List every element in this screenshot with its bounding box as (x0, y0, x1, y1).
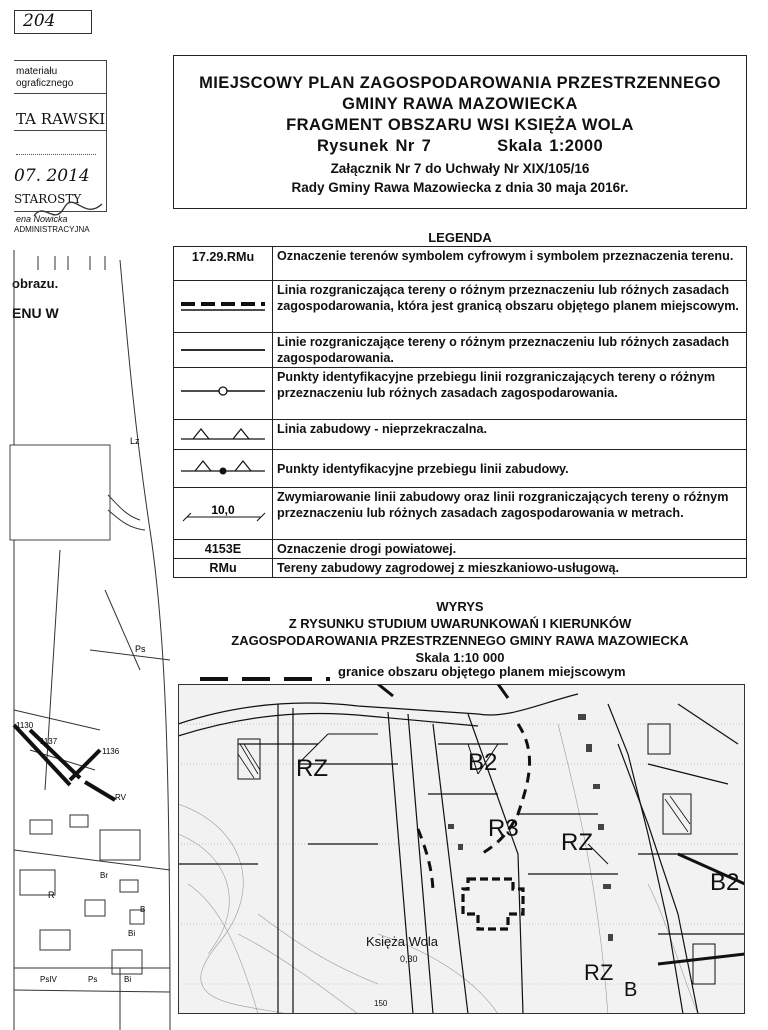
left-label-ps1: Ps (135, 644, 146, 654)
legend-text: Linia zabudowy - nieprzekraczalna. (273, 420, 747, 450)
left-text-2: ENU W (12, 305, 59, 321)
legend-row (174, 333, 747, 368)
map-label-0-30: 0,30 (400, 954, 418, 964)
legend-symbol-rmu: RMu (174, 559, 273, 578)
wyrys-header (173, 598, 747, 666)
stamp-number-box (14, 10, 92, 34)
left-text-1: obrazu. (12, 276, 59, 291)
left-label-br: Br (100, 871, 108, 880)
legend-title: LEGENDA (428, 230, 492, 245)
study-map-extract (178, 684, 745, 1014)
legend-text: Oznaczenie terenów symbolem cyfrowym i symbolem przeznaczenia terenu. (273, 247, 747, 281)
legend-row (174, 540, 747, 559)
left-label-bi: Bi (128, 929, 136, 938)
map-label-village: Księża Wola (366, 934, 439, 949)
legend-symbol-label: 17.29.RMu (174, 247, 273, 281)
stamp-line2: ograficznego (16, 78, 74, 89)
legend-row (174, 420, 747, 450)
plan-title-line2: GMINY RAWA MAZOWIECKA (342, 95, 578, 113)
stamp-name: TA RAWSKI (16, 110, 106, 128)
map-label-b-small: B (624, 979, 638, 1001)
legend-symbol-dimension (174, 488, 273, 540)
legend-dimension-value: 10,0 (211, 502, 235, 517)
wyrys-line2: Z RYSUNKU STUDIUM UWARUNKOWAŃ I KIERUNKÓW (288, 616, 632, 631)
legend-symbol-building-line (174, 420, 273, 450)
stamp-number: 204 (23, 11, 56, 31)
legend-symbol-building-points (174, 450, 273, 488)
legend-text: Punkty identyfikacyjne przebiegu linii rozgraniczających tereny o różnym przeznaczeniu lub różnych zasadach zagospodarowania. (273, 368, 747, 420)
legend-table (173, 246, 747, 578)
wyrys-boundary-label: granice obszaru objętego planem miejscowym (338, 664, 626, 679)
stamp-signature: ena Nowicka (16, 214, 68, 224)
legend-text: Linie rozgraniczające tereny o różnym przeznaczeniu lub różnych zasadach zagospodarowania. (273, 333, 747, 368)
legend-text: Punkty identyfikacyjne przebiegu linii zabudowy. (273, 450, 747, 488)
legend-text: Linia rozgraniczająca tereny o różnym przeznaczeniu lub różnych zasadach zagospodarowania, która jest granicą obszaru objętego planem miejscowym. (273, 281, 747, 333)
official-stamp (14, 56, 110, 234)
legend-text: Zwymiarowanie linii zabudowy oraz linii rozgraniczających tereny o różnym przeznaczeniu lub różnych zasadach zagospodarowania w metrach. (273, 488, 747, 540)
legend-row (174, 450, 747, 488)
map-label-r3: R3 (488, 815, 519, 842)
legend-symbol-boundary-points (174, 368, 273, 420)
legend-symbol-road-code: 4153E (174, 540, 273, 559)
legend-row (174, 281, 747, 333)
legend-row (174, 247, 747, 281)
legend-row (174, 488, 747, 540)
legend-symbol-plan-boundary (174, 281, 273, 333)
drawing-number: Rysunek Nr 7 (316, 137, 432, 155)
left-label-1136: 1136 (102, 747, 120, 756)
map-label-b2-2: B2 (710, 869, 740, 896)
left-label-psiv: PsIV (40, 975, 57, 984)
wyrys-line3: ZAGOSPODAROWANIA PRZESTRZENNEGO GMINY RAWA MAZOWIECKA (231, 633, 689, 648)
attachment-line: Załącznik Nr 7 do Uchwały Nr XIX/105/16 (330, 161, 590, 176)
title-box (173, 55, 747, 209)
stamp-title: STAROSTY (14, 192, 82, 206)
resolution-line: Rady Gminy Rawa Mazowiecka z dnia 30 maja 2016r. (291, 180, 629, 195)
drawing-scale: Skala 1:2000 (497, 137, 604, 155)
stamp-dept: ADMINISTRACYJNA (14, 225, 90, 234)
wyrys-scale: Skala 1:10 000 (415, 650, 505, 665)
map-label-rz-1: RZ (296, 755, 328, 782)
legend-symbol-boundary-line (174, 333, 273, 368)
left-cadastral-map (0, 230, 175, 1030)
drawing-number-line (174, 136, 746, 157)
map-label-rz-3: RZ (584, 960, 614, 985)
left-label-1137: 1137 (40, 737, 58, 746)
plan-title-line3: FRAGMENT OBSZARU WSI KSIĘŻA WOLA (286, 116, 634, 134)
stamp-line1: materiału (16, 66, 58, 77)
left-label-r: R (48, 890, 55, 900)
stamp-date: 07. 2014 (14, 166, 90, 186)
left-label-lz: Lz (130, 436, 140, 446)
left-label-rv: RV (115, 793, 126, 802)
left-label-ps2: Ps (88, 975, 98, 984)
wyrys-title: WYRYS (436, 599, 484, 614)
legend-row (174, 559, 747, 578)
map-label-b2-1: B2 (468, 749, 498, 776)
left-label-1130: 1130 (16, 721, 34, 730)
map-label-rz-2: RZ (561, 829, 593, 856)
left-label-bi2: Bi (124, 975, 132, 984)
legend-text: Tereny zabudowy zagrodowej z mieszkaniowo-usługową. (273, 559, 747, 578)
plan-title-line1: MIEJSCOWY PLAN ZAGOSPODAROWANIA PRZESTRZENNEGO (199, 74, 721, 92)
map-label-150: 150 (374, 999, 388, 1008)
legend-row (174, 368, 747, 420)
left-label-b: B (140, 905, 146, 914)
legend-text: Oznaczenie drogi powiatowej. (273, 540, 747, 559)
